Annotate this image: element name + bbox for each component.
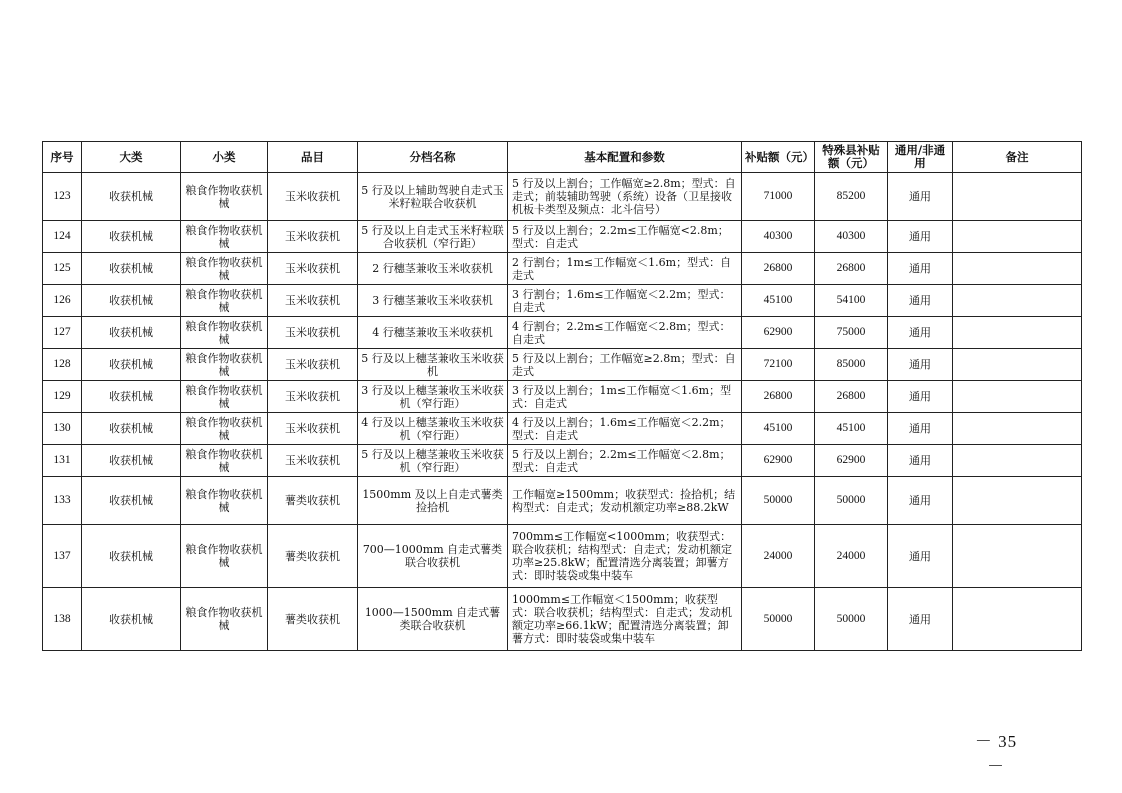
cell-category: 收获机械: [82, 173, 181, 221]
cell-special-subsidy: 54100: [815, 285, 888, 317]
cell-config-params: 5 行及以上割台；2.2m≤工作幅宽<2.8m；型式：自走式: [508, 221, 742, 253]
cell-subsidy: 26800: [742, 253, 815, 285]
cell-grade-name: 1500mm 及以上自走式薯类捡拾机: [358, 477, 508, 525]
cell-general: 通用: [888, 173, 953, 221]
cell-seq: 130: [43, 413, 82, 445]
cell-subcategory: 粮食作物收获机械: [181, 173, 268, 221]
cell-item: 玉米收获机: [268, 173, 358, 221]
cell-config-params: 700mm≤工作幅宽<1000mm；收获型式：联合收获机；结构型式：自走式；发动机额定功率≥25.8kW；配置清选分离装置；卸薯方式：即时装袋或集中装车: [508, 525, 742, 588]
cell-subsidy: 62900: [742, 317, 815, 349]
cell-seq: 125: [43, 253, 82, 285]
cell-item: 玉米收获机: [268, 445, 358, 477]
cell-subcategory: 粮食作物收获机械: [181, 588, 268, 651]
subsidy-table: [42, 141, 1082, 651]
cell-item: 薯类收获机: [268, 588, 358, 651]
cell-seq: 128: [43, 349, 82, 381]
cell-config-params: 3 行割台；1.6m≤工作幅宽＜2.2m；型式：自走式: [508, 285, 742, 317]
cell-config-params: 2 行割台；1m≤工作幅宽＜1.6m；型式：自走式: [508, 253, 742, 285]
header-item: 品目: [268, 142, 358, 173]
cell-special-subsidy: 50000: [815, 588, 888, 651]
cell-notes: [953, 477, 1082, 525]
page-number: － 35 －: [974, 732, 1018, 776]
cell-notes: [953, 525, 1082, 588]
cell-item: 玉米收获机: [268, 317, 358, 349]
cell-seq: 129: [43, 381, 82, 413]
table-row: [43, 221, 1082, 253]
cell-item: 玉米收获机: [268, 253, 358, 285]
cell-general: 通用: [888, 445, 953, 477]
cell-subsidy: 50000: [742, 588, 815, 651]
cell-seq: 138: [43, 588, 82, 651]
cell-special-subsidy: 85200: [815, 173, 888, 221]
cell-grade-name: 700—1000mm 自走式薯类联合收获机: [358, 525, 508, 588]
cell-general: 通用: [888, 588, 953, 651]
cell-seq: 137: [43, 525, 82, 588]
cell-item: 薯类收获机: [268, 477, 358, 525]
table-row: [43, 317, 1082, 349]
cell-subcategory: 粮食作物收获机械: [181, 413, 268, 445]
cell-notes: [953, 588, 1082, 651]
cell-special-subsidy: 75000: [815, 317, 888, 349]
cell-config-params: 5 行及以上割台；工作幅宽≥2.8m；型式：自走式；前装辅助驾驶（系统）设备（卫星接收机板卡类型及频点：北斗信号）: [508, 173, 742, 221]
table-row: [43, 173, 1082, 221]
cell-notes: [953, 349, 1082, 381]
cell-item: 玉米收获机: [268, 381, 358, 413]
cell-item: 薯类收获机: [268, 525, 358, 588]
cell-subsidy: 24000: [742, 525, 815, 588]
header-special-subsidy: 特殊县补贴额（元）: [815, 142, 888, 173]
cell-grade-name: 4 行穗茎兼收玉米收获机: [358, 317, 508, 349]
cell-general: 通用: [888, 285, 953, 317]
cell-category: 收获机械: [82, 381, 181, 413]
header-subsidy: 补贴额（元）: [742, 142, 815, 173]
cell-general: 通用: [888, 221, 953, 253]
cell-general: 通用: [888, 349, 953, 381]
cell-subcategory: 粮食作物收获机械: [181, 317, 268, 349]
cell-grade-name: 4 行及以上穗茎兼收玉米收获机（窄行距）: [358, 413, 508, 445]
cell-config-params: 5 行及以上割台；工作幅宽≥2.8m；型式：自走式: [508, 349, 742, 381]
cell-subsidy: 62900: [742, 445, 815, 477]
cell-notes: [953, 445, 1082, 477]
cell-subsidy: 45100: [742, 285, 815, 317]
cell-notes: [953, 317, 1082, 349]
cell-category: 收获机械: [82, 221, 181, 253]
header-notes: 备注: [953, 142, 1082, 173]
table-header-row: [43, 142, 1082, 173]
table-row: [43, 445, 1082, 477]
cell-category: 收获机械: [82, 253, 181, 285]
cell-general: 通用: [888, 317, 953, 349]
table-row: [43, 477, 1082, 525]
cell-category: 收获机械: [82, 525, 181, 588]
cell-subsidy: 50000: [742, 477, 815, 525]
cell-category: 收获机械: [82, 588, 181, 651]
header-subcategory: 小类: [181, 142, 268, 173]
cell-special-subsidy: 24000: [815, 525, 888, 588]
cell-notes: [953, 381, 1082, 413]
cell-config-params: 工作幅宽≥1500mm；收获型式：捡拾机；结构型式：自走式；发动机额定功率≥88.2kW: [508, 477, 742, 525]
cell-general: 通用: [888, 381, 953, 413]
cell-subcategory: 粮食作物收获机械: [181, 525, 268, 588]
cell-seq: 123: [43, 173, 82, 221]
cell-special-subsidy: 50000: [815, 477, 888, 525]
cell-config-params: 5 行及以上割台；2.2m≤工作幅宽＜2.8m；型式：自走式: [508, 445, 742, 477]
cell-special-subsidy: 40300: [815, 221, 888, 253]
cell-seq: 127: [43, 317, 82, 349]
cell-subsidy: 72100: [742, 349, 815, 381]
cell-subcategory: 粮食作物收获机械: [181, 381, 268, 413]
table-row: [43, 381, 1082, 413]
cell-seq: 133: [43, 477, 82, 525]
cell-seq: 124: [43, 221, 82, 253]
table-row: [43, 413, 1082, 445]
cell-special-subsidy: 45100: [815, 413, 888, 445]
cell-general: 通用: [888, 253, 953, 285]
cell-grade-name: 5 行及以上辅助驾驶自走式玉米籽粒联合收获机: [358, 173, 508, 221]
cell-subsidy: 26800: [742, 381, 815, 413]
cell-grade-name: 2 行穗茎兼收玉米收获机: [358, 253, 508, 285]
table-row: [43, 253, 1082, 285]
cell-special-subsidy: 26800: [815, 381, 888, 413]
cell-category: 收获机械: [82, 413, 181, 445]
header-config-params: 基本配置和参数: [508, 142, 742, 173]
cell-category: 收获机械: [82, 445, 181, 477]
cell-general: 通用: [888, 525, 953, 588]
cell-config-params: 4 行及以上割台；1.6m≤工作幅宽＜2.2m；型式：自走式: [508, 413, 742, 445]
cell-notes: [953, 221, 1082, 253]
cell-item: 玉米收获机: [268, 285, 358, 317]
cell-seq: 131: [43, 445, 82, 477]
table-row: [43, 588, 1082, 651]
header-seq: 序号: [43, 142, 82, 173]
cell-notes: [953, 253, 1082, 285]
cell-notes: [953, 413, 1082, 445]
cell-grade-name: 5 行及以上穗茎兼收玉米收获机: [358, 349, 508, 381]
cell-grade-name: 3 行及以上穗茎兼收玉米收获机（窄行距）: [358, 381, 508, 413]
cell-general: 通用: [888, 413, 953, 445]
table-row: [43, 285, 1082, 317]
cell-category: 收获机械: [82, 285, 181, 317]
header-grade-name: 分档名称: [358, 142, 508, 173]
cell-notes: [953, 285, 1082, 317]
table-row: [43, 525, 1082, 588]
cell-category: 收获机械: [82, 317, 181, 349]
cell-special-subsidy: 85000: [815, 349, 888, 381]
cell-subcategory: 粮食作物收获机械: [181, 477, 268, 525]
cell-subsidy: 40300: [742, 221, 815, 253]
cell-special-subsidy: 62900: [815, 445, 888, 477]
cell-category: 收获机械: [82, 349, 181, 381]
table-body: [43, 173, 1082, 651]
cell-subsidy: 71000: [742, 173, 815, 221]
table-row: [43, 349, 1082, 381]
cell-item: 玉米收获机: [268, 221, 358, 253]
cell-subcategory: 粮食作物收获机械: [181, 253, 268, 285]
header-category: 大类: [82, 142, 181, 173]
cell-seq: 126: [43, 285, 82, 317]
header-general: 通用/非通用: [888, 142, 953, 173]
cell-general: 通用: [888, 477, 953, 525]
cell-item: 玉米收获机: [268, 349, 358, 381]
cell-subcategory: 粮食作物收获机械: [181, 285, 268, 317]
cell-grade-name: 5 行及以上穗茎兼收玉米收获机（窄行距）: [358, 445, 508, 477]
cell-subcategory: 粮食作物收获机械: [181, 221, 268, 253]
cell-category: 收获机械: [82, 477, 181, 525]
cell-grade-name: 5 行及以上自走式玉米籽粒联合收获机（窄行距）: [358, 221, 508, 253]
cell-grade-name: 3 行穗茎兼收玉米收获机: [358, 285, 508, 317]
cell-subsidy: 45100: [742, 413, 815, 445]
cell-grade-name: 1000—1500mm 自走式薯类联合收获机: [358, 588, 508, 651]
cell-item: 玉米收获机: [268, 413, 358, 445]
cell-notes: [953, 173, 1082, 221]
cell-config-params: 1000mm≤工作幅宽＜1500mm；收获型式：联合收获机；结构型式：自走式；发动机额定功率≥66.1kW；配置清选分离装置；卸薯方式：即时装袋或集中装车: [508, 588, 742, 651]
cell-subcategory: 粮食作物收获机械: [181, 349, 268, 381]
cell-subcategory: 粮食作物收获机械: [181, 445, 268, 477]
cell-special-subsidy: 26800: [815, 253, 888, 285]
cell-config-params: 4 行割台；2.2m≤工作幅宽＜2.8m；型式：自走式: [508, 317, 742, 349]
cell-config-params: 3 行及以上割台；1m≤工作幅宽＜1.6m；型式：自走式: [508, 381, 742, 413]
